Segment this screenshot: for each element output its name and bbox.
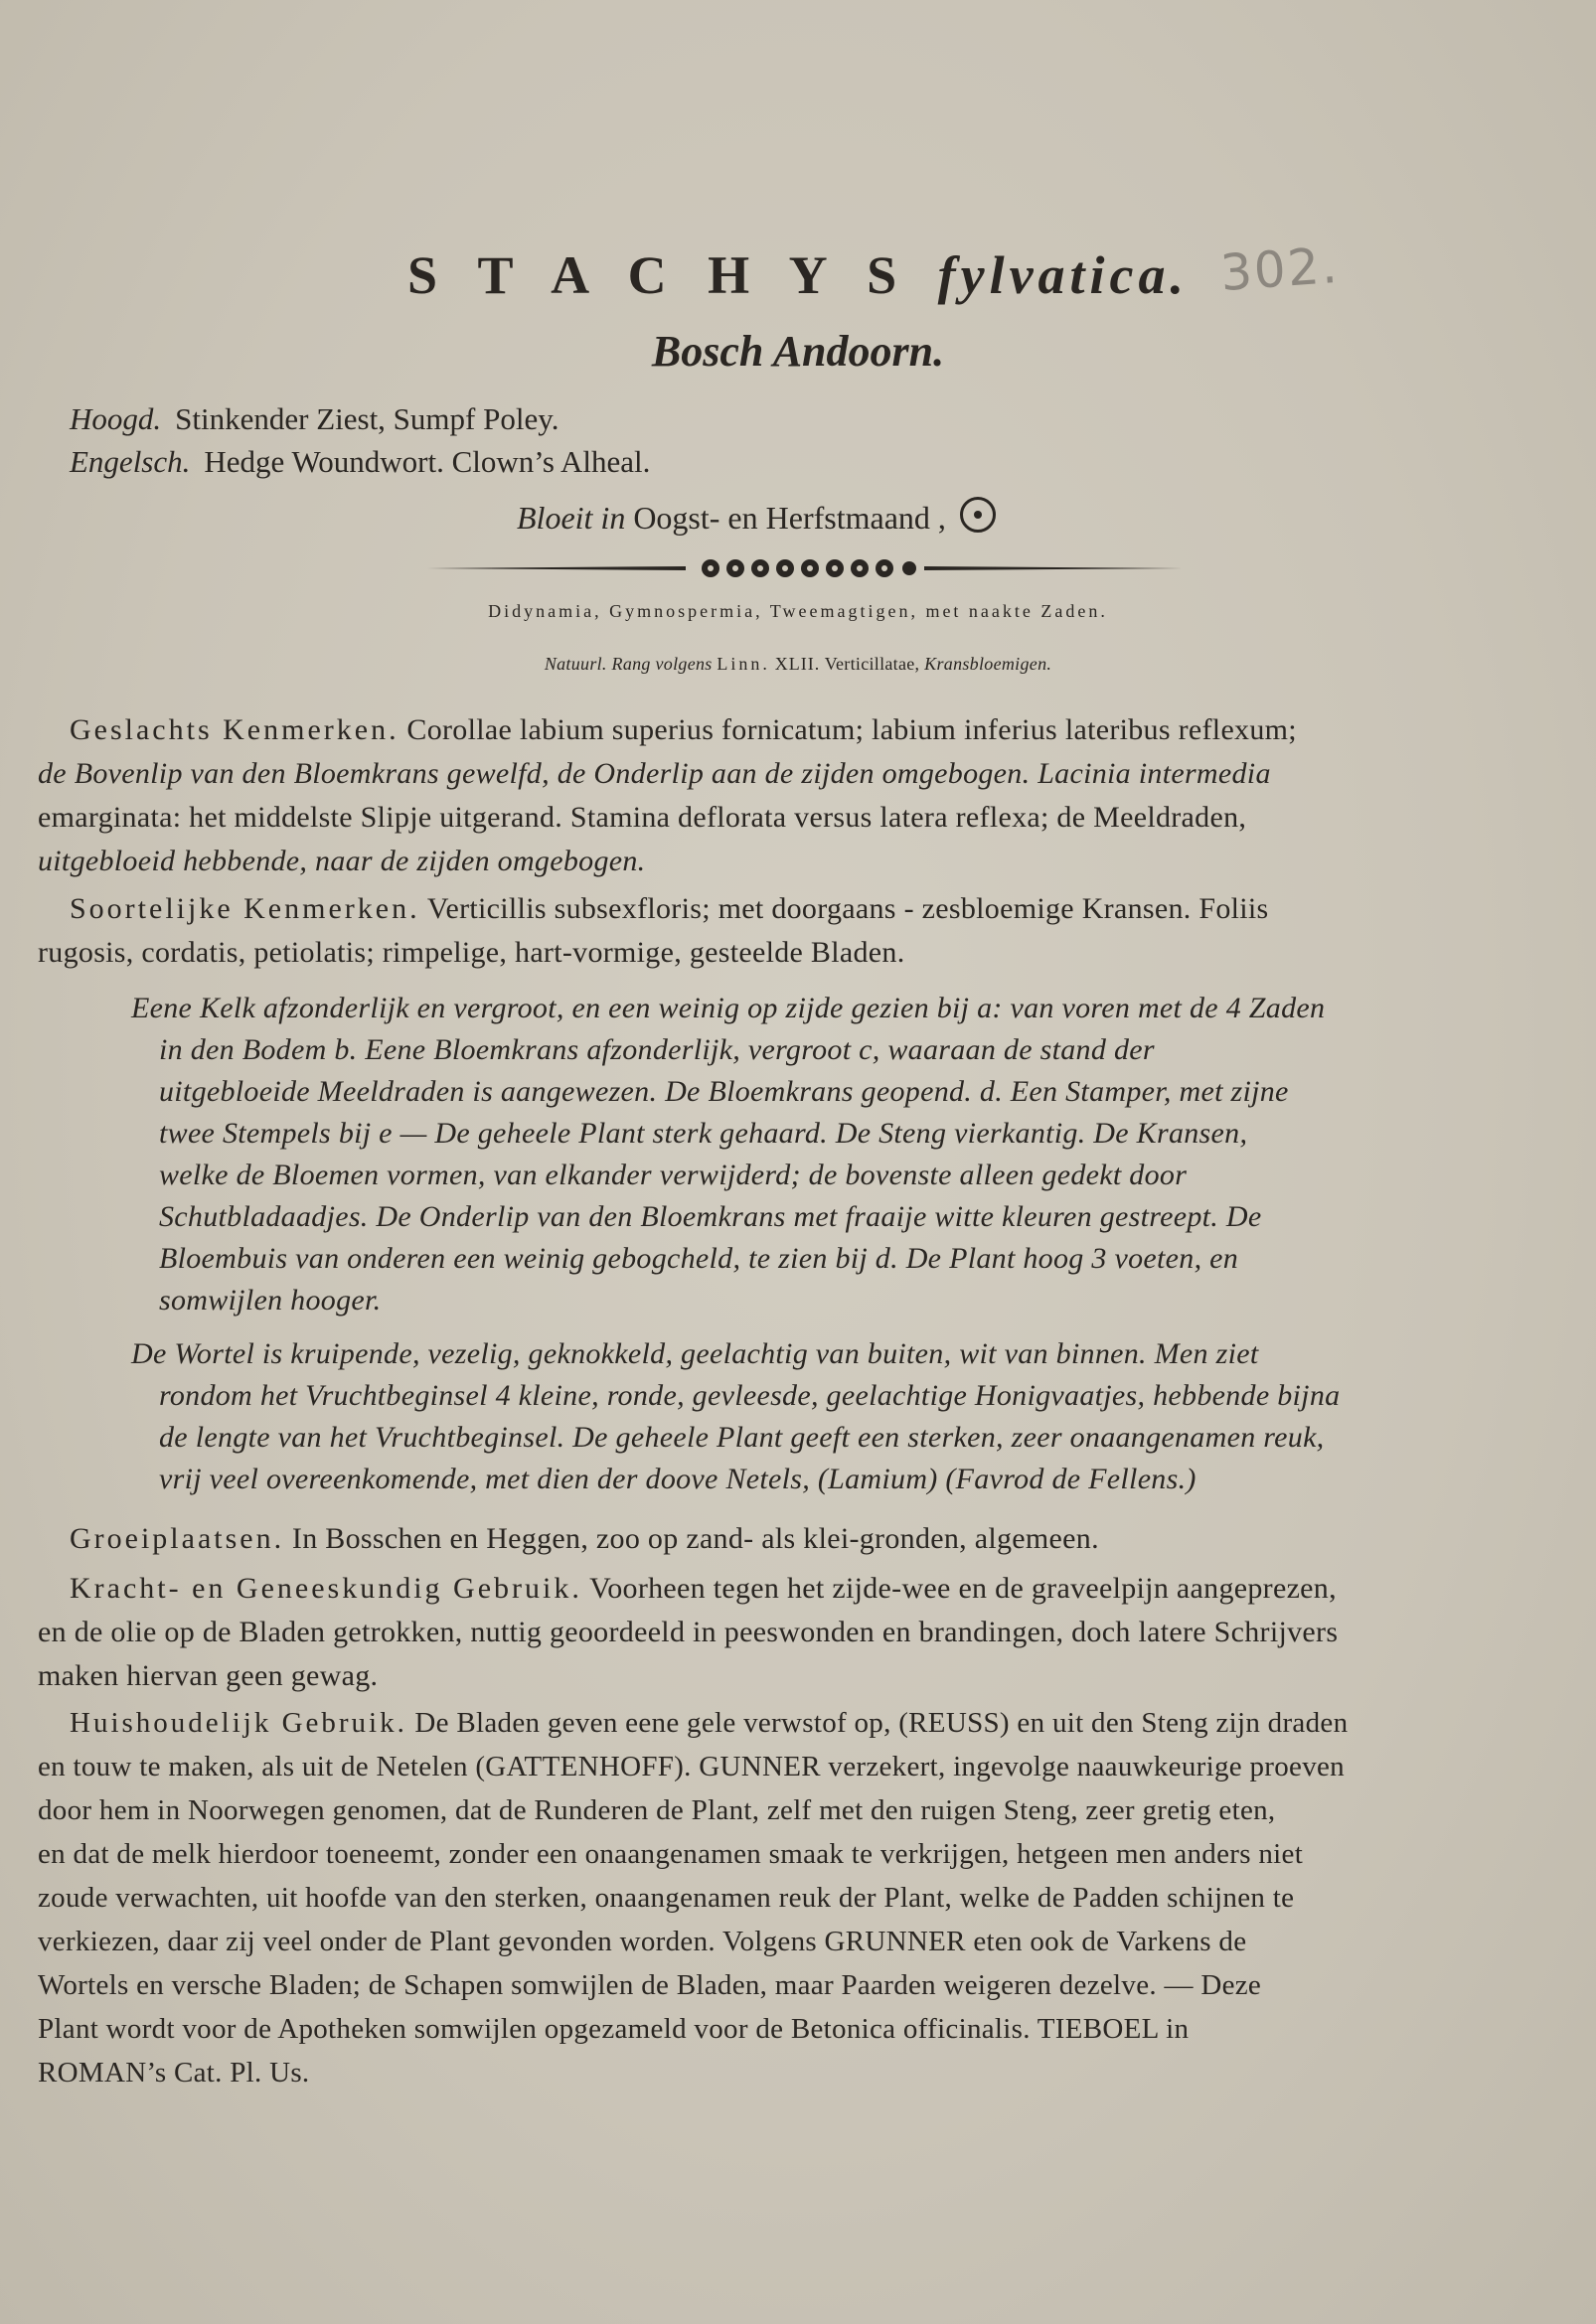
medicinal-use-line <box>70 1572 1337 1606</box>
text-line: uitgebloeide Meeldraden is aangewezen. De Bloemkrans geopend. d. Een Stamper, met zijne <box>159 1075 1289 1108</box>
text-line: en touw te maken, als uit de Netelen (GATTENHOFF). GUNNER verzekert, ingevolge naauwkeurige proeven <box>38 1751 1345 1782</box>
text-line: vrij veel overeenkomende, met dien der doove Netels, (Lamium) (Favrod de Fellens.) <box>159 1463 1197 1495</box>
text-line: door hem in Noorwegen genomen, dat de Runderen de Plant, zelf met den ruigen Steng, zeer gretig eten, <box>38 1794 1276 1826</box>
text-line: Plant wordt voor de Apotheken somwijlen opgezameld voor de Betonica officinalis. TIEBOEL in <box>38 2013 1190 2045</box>
text-line: rugosis, cordatis, petiolatis; rimpelige, hart-vormige, gesteelde Bladen. <box>38 936 905 969</box>
text-line: zoude verwachten, uit hoofde van den sterken, onaangenamen reuk der Plant, welke de Padden schijnen te <box>38 1882 1295 1914</box>
dutch-name: Bosch Andoorn. <box>651 327 945 376</box>
text-line: rondom het Vruchtbeginsel 4 kleine, ronde, gevleesde, geelachtige Honigvaatjes, hebbende bijna <box>159 1379 1341 1412</box>
text-line: Wortels en versche Bladen; de Schapen somwijlen de Bladen, maar Paarden weigeren dezelve. — Deze <box>38 1969 1262 2001</box>
section-heading: Huishoudelijk Gebruik. <box>70 1707 407 1739</box>
rank-dutch: Kransbloemigen. <box>924 654 1052 674</box>
rank-label: Natuurl. Rang volgens <box>544 654 713 674</box>
text-line: twee Stempels bij e — De geheele Plant sterk gehaard. De Steng vierkantig. De Kransen, <box>159 1117 1248 1150</box>
genus-name: S T A C H Y S <box>406 245 911 305</box>
text-line: uitgebloeid hebbende, naar de zijden omgebogen. <box>38 845 646 877</box>
section-heading: Geslachts Kenmerken. <box>70 713 399 746</box>
text-line: Corollae labium superius fornicatum; labium inferius lateribus reflexum; <box>406 713 1297 746</box>
text-line: Schutbladaadjes. De Onderlip van den Bloemkrans met fraaije witte kleuren gestreept. De <box>159 1200 1262 1233</box>
section-heading: Groeiplaatsen. <box>70 1522 285 1555</box>
text-line: Bloembuis van onderen een weinig gebogcheld, te zien bij d. De Plant hoog 3 voeten, en <box>159 1242 1239 1275</box>
household-use-line <box>70 1707 1348 1740</box>
text-line: somwijlen hooger. <box>159 1284 382 1317</box>
text-line: de Bovenlip van den Bloemkrans gewelfd, de Onderlip aan de zijden omgebogen. Lacinia intermedia <box>38 757 1271 790</box>
synonym-names: Stinkender Ziest, Sumpf Poley. <box>175 401 559 436</box>
annual-symbol-icon <box>960 497 996 533</box>
text-line: in den Bodem b. Eene Bloemkrans afzonderlijk, vergroot c, waaraan de stand der <box>159 1033 1155 1066</box>
text-line: maken hiervan geen gewag. <box>38 1659 379 1692</box>
text-line: Eene Kelk afzonderlijk en vergroot, en een weinig op zijde gezien bij a: van voren met de 4 Zaden <box>131 992 1326 1024</box>
text-line: verkiezen, daar zij veel onder de Plant gevonden worden. Volgens GRUNNER eten ook de Varkens de <box>38 1926 1247 1957</box>
synonym-german <box>70 401 559 437</box>
text-line: emarginata: het middelste Slipje uitgerand. Stamina deflorata versus latera reflexa; de Meeldraden, <box>38 801 1247 834</box>
habitat-line <box>70 1522 1099 1556</box>
rank-latin: Verticillatae, <box>824 654 920 674</box>
flowering-label: Bloeit in <box>517 500 626 536</box>
text-line: De Wortel is kruipende, vezelig, geknokkeld, geelachtig van buiten, wit van binnen. Men ziet <box>131 1337 1259 1370</box>
synonym-lang: Hoogd. <box>70 401 162 436</box>
plant-title <box>0 244 1596 306</box>
text-line: ROMAN’s Cat. Pl. Us. <box>38 2057 310 2089</box>
synonym-lang: Engelsch. <box>70 444 191 479</box>
rank-number: XLII. <box>774 654 821 674</box>
synonym-names: Hedge Woundwort. Clown’s Alheal. <box>204 444 651 479</box>
classification-line: Didynamia, Gymnospermia, Tweemagtigen, met naakte Zaden. <box>488 601 1108 621</box>
section-heading: Kracht- en Geneeskundig Gebruik. <box>70 1572 582 1605</box>
species-characters-line <box>70 892 1269 926</box>
rank-author: Linn. <box>717 654 770 674</box>
text-line: de lengte van het Vruchtbeginsel. De geheele Plant geeft een sterken, zeer onaangenamen reuk, <box>159 1421 1325 1454</box>
genus-characters-line <box>70 713 1297 747</box>
flowering-months: Oogst- en Herfstmaand , <box>633 500 946 536</box>
text-line: In Bosschen en Heggen, zoo op zand- als klei-gronden, algemeen. <box>291 1522 1099 1555</box>
natural-rank-line <box>0 654 1596 675</box>
flowering-line <box>517 497 996 537</box>
species-name: fylvatica. <box>937 245 1190 305</box>
ornamental-rule <box>427 556 1183 580</box>
text-line: Voorheen tegen het zijde-wee en de graveelpijn aangeprezen, <box>589 1572 1337 1605</box>
text-line: en de olie op de Bladen getrokken, nuttig geoordeeld in peeswonden en brandingen, doch latere Schrijvers <box>38 1616 1339 1648</box>
synonym-english <box>70 444 650 480</box>
text-line: welke de Bloemen vormen, van elkander verwijderd; de bovenste alleen gedekt door <box>159 1159 1188 1191</box>
section-heading: Soortelijke Kenmerken. <box>70 892 420 925</box>
text-line: De Bladen geven eene gele verwstof op, (REUSS) en uit den Steng zijn draden <box>414 1707 1349 1739</box>
text-line: Verticillis subsexfloris; met doorgaans - zesbloemige Kransen. Foliis <box>426 892 1269 925</box>
text-line: en dat de melk hierdoor toeneemt, zonder een onaangenamen smaak te verkrijgen, hetgeen men anders niet <box>38 1838 1304 1870</box>
pencil-number: 302. <box>1218 235 1342 303</box>
